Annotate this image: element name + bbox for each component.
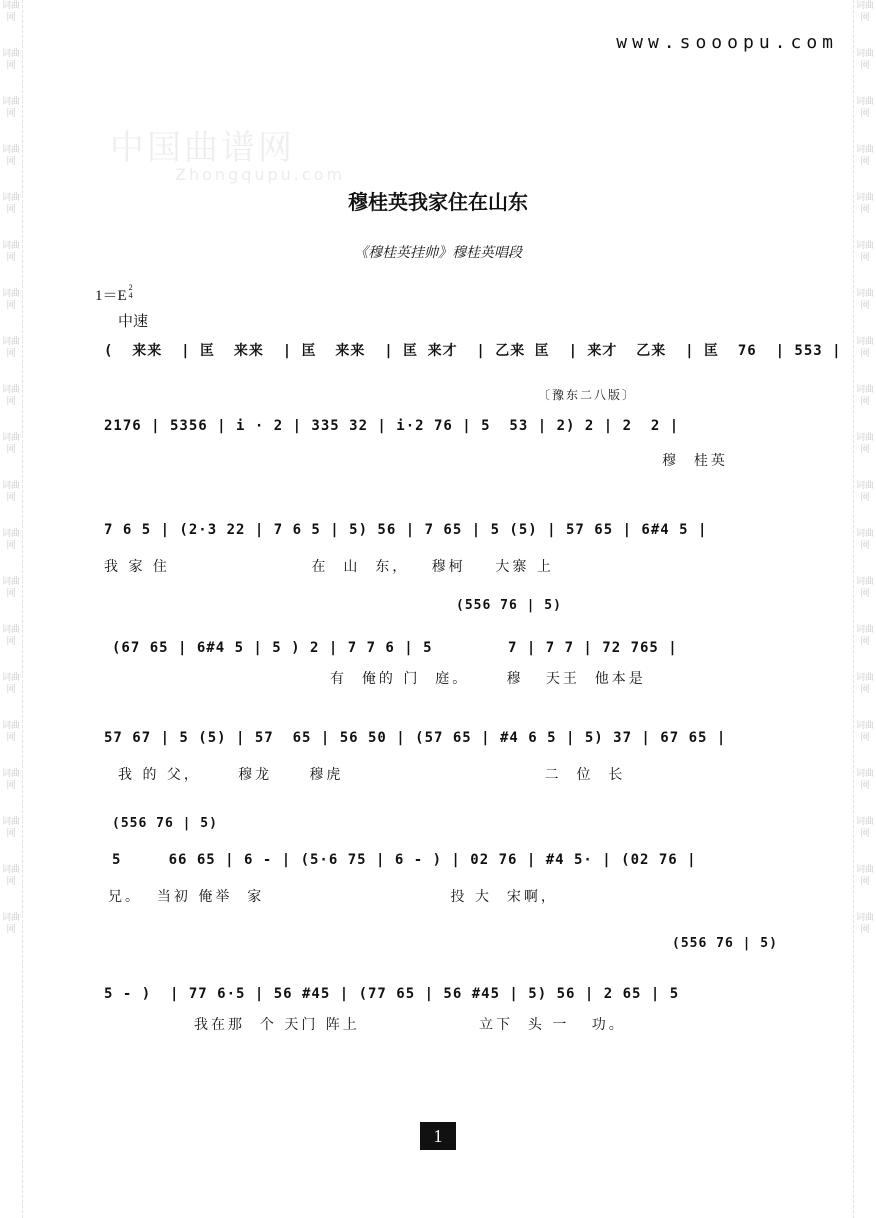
time-signature — [129, 284, 133, 300]
lyrics-line: 我 的 父， 穆龙 穆虎 二 位 长 — [118, 767, 626, 783]
notation-line: 7 6 5 | (2·3 22 | 7 6 5 | 5) 56 | 7 65 | 5 (5) | 57 65 | 6#4 5 | — [104, 522, 708, 538]
meter-top: 2 — [128, 283, 133, 292]
section-mark: 〔豫东二八版〕 — [538, 388, 637, 402]
notation-line: 57 67 | 5 (5) | 57 65 | 56 50 | (57 65 | #4 6 5 | 5) 37 | 67 65 | — [104, 730, 727, 746]
song-title: 穆桂英我家住在山东 — [348, 190, 528, 214]
lyrics-line: 我 家 住 在 山 东， 穆柯 大寨 上 — [104, 559, 554, 575]
notation-line: 5 66 65 | 6 - | (5·6 75 | 6 - ) | 02 76 | #4 5· | (02 76 | — [112, 852, 697, 868]
lyrics-line: 我在那 个 天门 阵上 立下 头 一 功。 — [194, 1017, 626, 1033]
key-label: 1＝E — [95, 288, 127, 304]
meter-bottom: 4 — [128, 291, 133, 300]
page-number: 1 — [420, 1122, 456, 1150]
right-margin-watermark: 词曲网 词曲网 词曲网 词曲网 词曲网 词曲网 词曲网 词曲网 词曲网 词曲网 词曲网 词曲网 词曲网 词曲网 词曲网 词曲网 词曲网 词曲网 词曲网 词曲网 — [853, 0, 876, 1218]
lyrics-line: 有 俺的 门 庭。 穆 天王 他本是 — [330, 671, 646, 687]
song-subtitle: 《穆桂英挂帅》穆桂英唱段 — [354, 245, 522, 261]
background-watermark-en: Zhongqupu.com — [175, 165, 346, 184]
alternate-notation: (556 76 | 5) — [456, 598, 562, 613]
notation-line: ( 来来 | 匡 来来 | 匡 来来 | 匡 来才 | 乙来 匡 | 来才 乙来 | 匡 76 | 553 | — [104, 343, 842, 359]
alternate-notation: (556 76 | 5) — [112, 816, 218, 831]
lyrics-line: 穆 桂英 — [662, 453, 728, 469]
notation-line: 5 - ) | 77 6·5 | 56 #45 | (77 65 | 56 #45 | 5) 56 | 2 65 | 5 — [104, 986, 680, 1002]
site-url: www.sooopu.com — [616, 32, 838, 53]
background-watermark: 中国曲谱网 — [110, 130, 295, 167]
lyrics-line: 兄。 当初 俺举 家 投 大 宋啊， — [108, 889, 558, 905]
alternate-notation: (556 76 | 5) — [672, 936, 778, 951]
notation-line: (67 65 | 6#4 5 | 5 ) 2 | 7 7 6 | 5 7 | 7 7 | 72 765 | — [112, 640, 678, 656]
left-margin-watermark: 词曲网 词曲网 词曲网 词曲网 词曲网 词曲网 词曲网 词曲网 词曲网 词曲网 词曲网 词曲网 词曲网 词曲网 词曲网 词曲网 词曲网 词曲网 词曲网 词曲网 — [0, 0, 23, 1218]
key-signature — [95, 284, 133, 305]
notation-line: 2176 | 5356 | i · 2 | 335 32 | i·2 76 | 5 53 | 2) 2 | 2 2 | — [104, 418, 680, 434]
tempo-marking: 中速 — [118, 312, 149, 330]
